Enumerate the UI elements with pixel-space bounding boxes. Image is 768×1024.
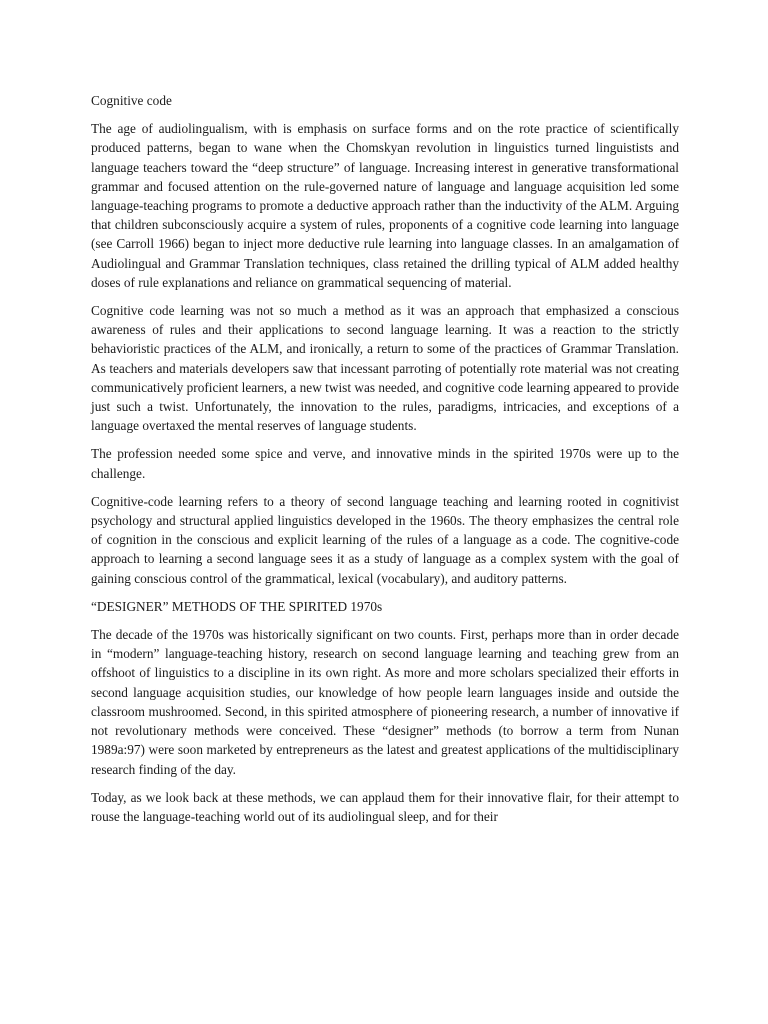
paragraph-cognitive-code-learning: Cognitive code learning was not so much a method as it was an approach that emphasized a conscious awareness of rules and their applications to second language learning. It was a reaction to the strictly behavioristic practices of the ALM, and ironically, a return to some of the practices of Grammar Translation. As teachers and materials developers saw that incessant parroting of potentially rote material was not creating communicatively proficient learners, a new twist was needed, and cognitive code learning appeared to provide just such a twist. Unfortunately, the innovation to the rules, paradigms, intricacies, and exceptions of a language overtaxed the mental reserves of language students. xyxy=(91,303,679,434)
heading-designer-methods: “DESIGNER” METHODS OF THE SPIRITED 1970s xyxy=(91,598,383,614)
paragraph-spice-and-verve: The profession needed some spice and verve, and innovative minds in the spirited 1970s were up to the challenge. xyxy=(91,446,679,481)
paragraph-audiolingualism: The age of audiolingualism, with is emphasis on surface forms and on the rote practice of scientifically produced patterns, began to wane when the Chomskyan revolution in linguistics turned linguistists and language teachers toward the “deep structure” of language. Increasing interest in generative transformational grammar and focused attention on the rule-governed nature of language and language acquisition led some language-teaching programs to promote a deductive approach rather than the inductivity of the ALM. Arguing that children subconsciously acquire a system of rules, proponents of a cognitive code learning into language (see Carroll 1966) began to inject more deductive rule learning into language classes. In an amalgamation of Audiolingual and Grammar Translation techniques, class retained the drilling typical of ALM added healthy doses of rule explanations and reliance on grammatical sequencing of material. xyxy=(91,121,679,290)
heading-cognitive-code: Cognitive code xyxy=(91,93,172,108)
paragraph-1970s-decade: The decade of the 1970s was historically significant on two counts. First, perhaps more than in order decade in “modern” language-teaching history, research on second language learning and teaching grew from an offshoot of linguistics to a discipline in its own right. As more and more scholars specialized their efforts in second language acquisition studies, our knowledge of how people learn languages inside and outside the classroom mushroomed. Second, in this spirited atmosphere of pioneering research, a number of innovative if not revolutionary methods were conceived. These “designer” methods (to borrow a term from Nunan 1989a:97) were soon marketed by entrepreneurs as the latest and greatest applications of the multidisciplinary research finding of the day. xyxy=(91,627,679,777)
document-page xyxy=(91,91,679,835)
paragraph-cognitive-code-theory: Cognitive-code learning refers to a theory of second language teaching and learning rooted in cognitivist psychology and structural applied linguistics developed in the 1960s. The theory emphasizes the central role of cognition in the conscious and explicit learning of the rules of a language as a code. The cognitive-code approach to learning a second language sees it as a study of language as a complex system with the goal of gaining conscious control of the grammatical, lexical (vocabulary), and auditory patterns. xyxy=(91,493,679,586)
paragraph-today: Today, as we look back at these methods, we can applaud them for their innovative flair, for their attempt to rouse the language-teaching world out of its audiolingual sleep, and for their xyxy=(91,789,679,824)
